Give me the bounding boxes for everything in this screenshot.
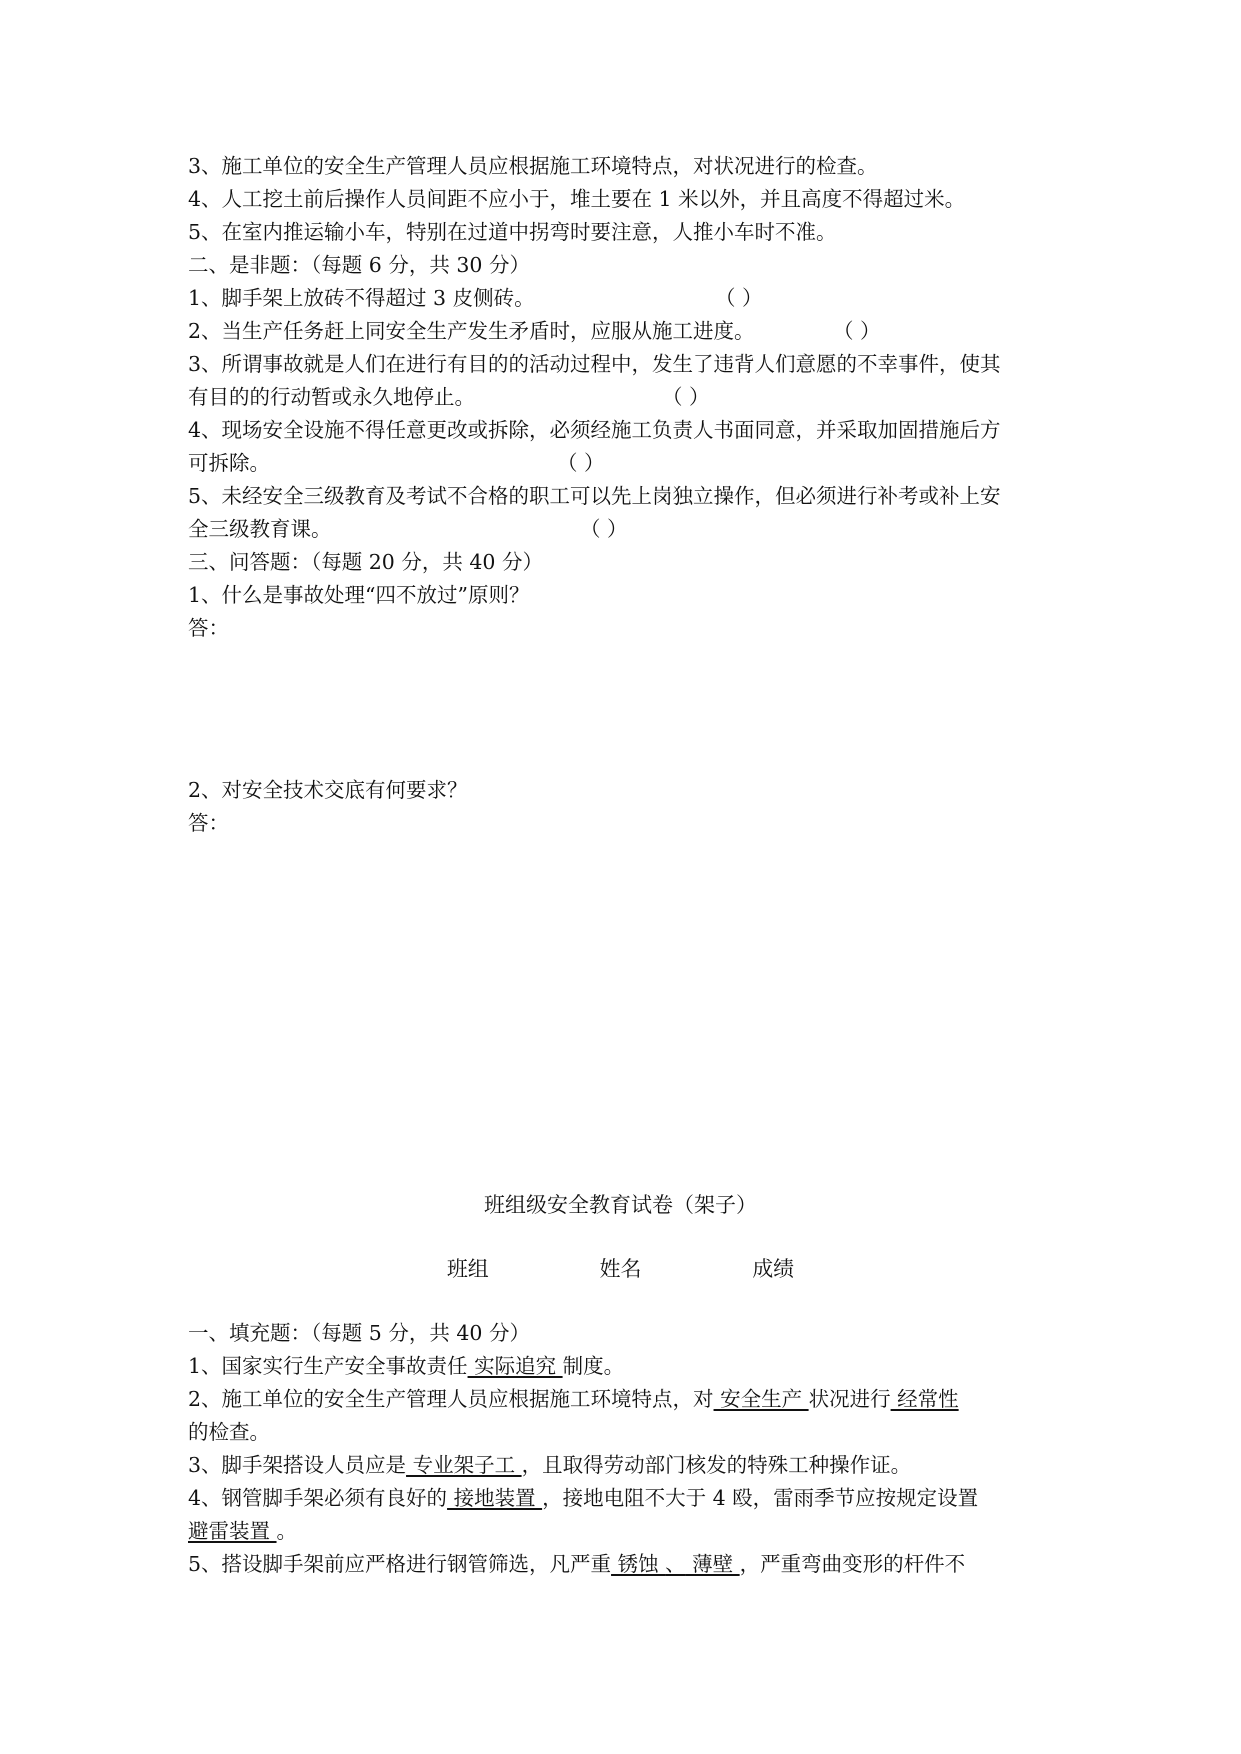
fill-item-4-answer-1: 接地装置 bbox=[447, 1486, 543, 1510]
fill-question-3-text: 3、施工单位的安全生产管理人员应根据施工环境特点，对状况进行的检查。 bbox=[188, 154, 878, 178]
fill-item-5-suffix: ，严重弯曲变形的杆件不 bbox=[739, 1552, 966, 1576]
exam-title: 班组级安全教育试卷（架子） bbox=[484, 1193, 757, 1217]
tf-item-4-answer-paren: （ ） bbox=[557, 451, 605, 475]
fill-item-4-prefix: 4、钢管脚手架必须有良好的 bbox=[188, 1486, 448, 1510]
fill-heading: 一、填充题：（每题 5 分，共 40 分） bbox=[188, 1321, 530, 1345]
qa-answer-label-2: 答： bbox=[188, 811, 229, 835]
exam-info-row bbox=[0, 1259, 1241, 1280]
tf-item-2-answer-paren: （ ） bbox=[833, 319, 881, 343]
fill-item-1-prefix: 1、国家实行生产安全事故责任 bbox=[188, 1354, 468, 1378]
fill-item-2-line1 bbox=[188, 1389, 959, 1410]
fill-item-4-middle: ，接地电阻不大于 4 殴，雷雨季节应按规定设置 bbox=[542, 1486, 979, 1510]
fill-item-2-answer-1: 安全生产 bbox=[713, 1387, 809, 1411]
qa-answer-label-1: 答： bbox=[188, 616, 229, 640]
fill-item-4-answer-2: 避雷装置 bbox=[188, 1519, 277, 1543]
fill-item-1 bbox=[188, 1356, 624, 1377]
fill-item-4-suffix: 。 bbox=[276, 1519, 298, 1543]
fill-item-3-suffix: ，且取得劳动部门核发的特殊工种操作证。 bbox=[521, 1453, 912, 1477]
tf-item-4-text-line1: 4、现场安全设施不得任意更改或拆除，必须经施工负责人书面同意，并采取加固措施后方 bbox=[188, 418, 1001, 442]
qa-question-1: 1、什么是事故处理“四不放过”原则？ bbox=[188, 583, 530, 607]
tf-item-5-text-line1: 5、未经安全三级教育及考试不合格的职工可以先上岗独立操作，但必须进行补考或补上安 bbox=[188, 484, 1001, 508]
qa-heading: 三、问答题：（每题 20 分，共 40 分） bbox=[188, 550, 543, 574]
tf-item-3-text-line1: 3、所谓事故就是人们在进行有目的的活动过程中，发生了违背人们意愿的不幸事件，使其 bbox=[188, 352, 1001, 376]
fill-item-5-separator: 、 bbox=[665, 1552, 686, 1576]
fill-item-1-answer: 实际追究 bbox=[467, 1354, 563, 1378]
fill-question-4-text: 4、人工挖土前后操作人员间距不应小于，堆土要在 1 米以外，并且高度不得超过米。 bbox=[188, 187, 966, 211]
fill-item-5-prefix: 5、搭设脚手架前应严格进行钢管筛选，凡严重 bbox=[188, 1552, 612, 1576]
tf-item-4-text-line2: 可拆除。 bbox=[188, 451, 270, 475]
tf-item-5-text-line2: 全三级教育课。 bbox=[188, 517, 332, 541]
fill-item-3-prefix: 3、脚手架搭设人员应是 bbox=[188, 1453, 407, 1477]
fill-question-5-text: 5、在室内推运输小车，特别在过道中拐弯时要注意，人推小车时不准。 bbox=[188, 220, 837, 244]
qa-question-2: 2、对安全技术交底有何要求？ bbox=[188, 778, 468, 802]
team-label: 班组 bbox=[446, 1257, 489, 1281]
tf-item-1-text: 1、脚手架上放砖不得超过 3 皮侧砖。 bbox=[188, 286, 535, 310]
name-label: 姓名 bbox=[599, 1257, 642, 1281]
true-false-heading: 二、是非题：（每题 6 分，共 30 分） bbox=[188, 253, 530, 277]
fill-item-5-answer-2: 薄壁 bbox=[685, 1552, 740, 1576]
tf-item-3-text-line2: 有目的的行动暂或永久地停止。 bbox=[188, 385, 475, 409]
fill-item-2-line2: 的检查。 bbox=[188, 1420, 270, 1444]
fill-item-4-line2 bbox=[188, 1521, 297, 1542]
fill-item-5-answer-1: 锈蚀 bbox=[611, 1552, 666, 1576]
fill-item-3 bbox=[188, 1455, 911, 1476]
fill-item-2-middle: 状况进行 bbox=[808, 1387, 891, 1411]
fill-item-1-suffix: 制度。 bbox=[562, 1354, 625, 1378]
score-label: 成绩 bbox=[752, 1257, 795, 1281]
fill-item-2-answer-2: 经常性 bbox=[890, 1387, 959, 1411]
tf-item-5-answer-paren: （ ） bbox=[580, 517, 628, 541]
tf-item-1-answer-paren: （ ） bbox=[715, 286, 763, 310]
fill-item-3-answer: 专业架子工 bbox=[406, 1453, 522, 1477]
tf-item-3-answer-paren: （ ） bbox=[662, 385, 710, 409]
tf-item-2-text: 2、当生产任务赶上同安全生产发生矛盾时，应服从施工进度。 bbox=[188, 319, 755, 343]
fill-item-2-prefix: 2、施工单位的安全生产管理人员应根据施工环境特点，对 bbox=[188, 1387, 714, 1411]
fill-item-5 bbox=[188, 1554, 965, 1575]
fill-item-4-line1 bbox=[188, 1488, 978, 1509]
